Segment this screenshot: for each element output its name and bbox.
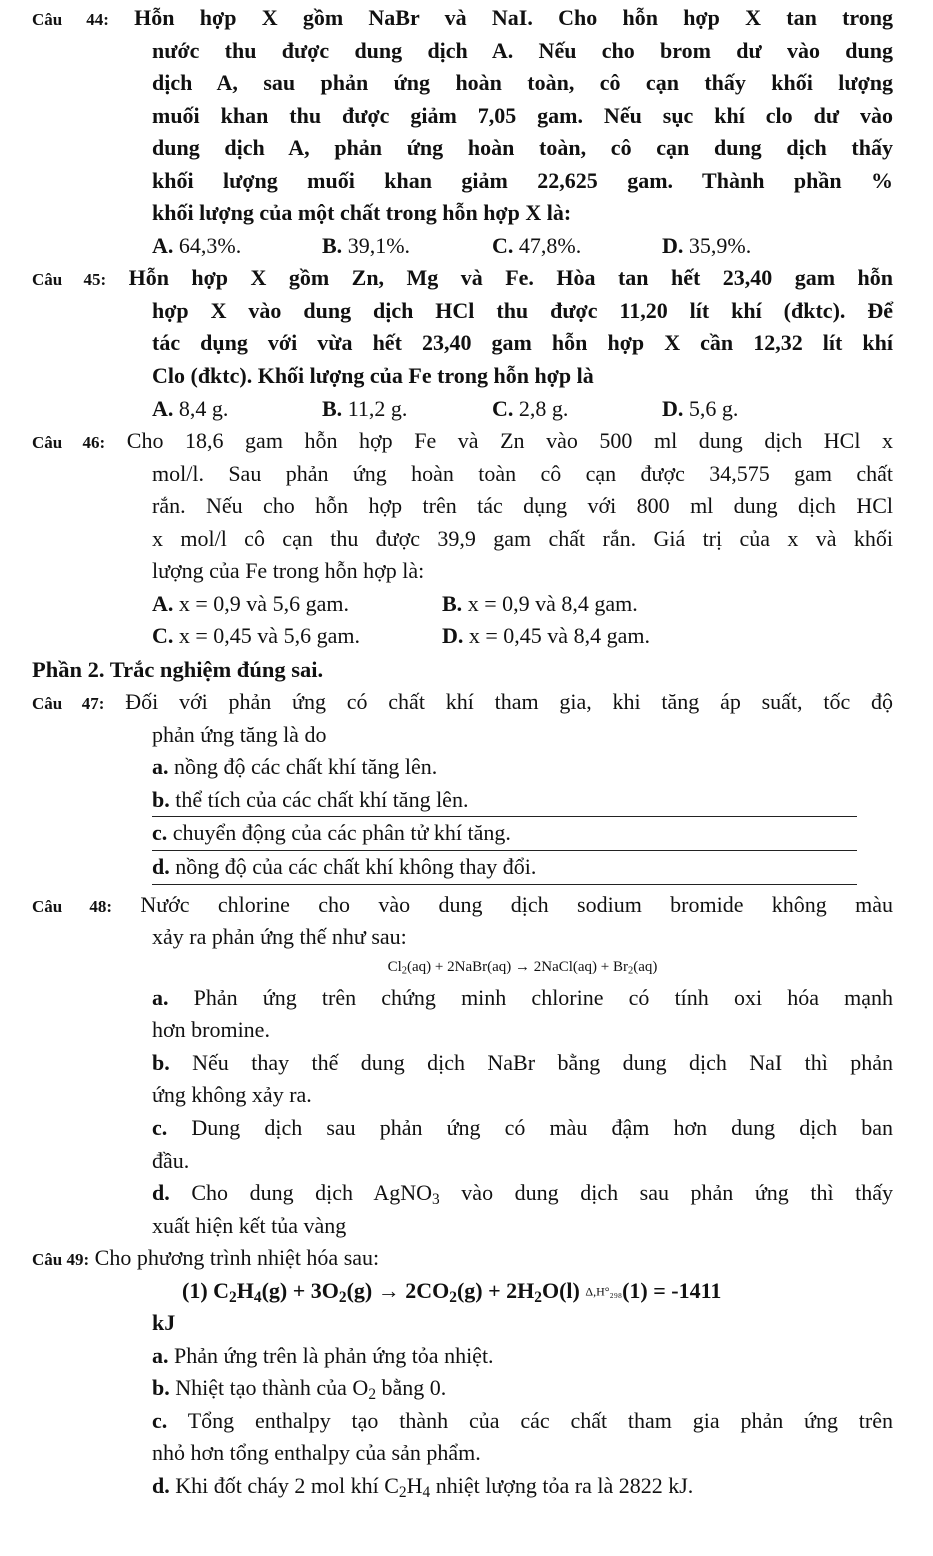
q44-label: Câu 44: (32, 10, 109, 29)
q45-option-b: B. 11,2 g. (322, 395, 408, 421)
q48-item-b-line-0: b. Nếu thay thế dung dịch NaBr bằng dung dịch NaI thì phản (152, 1049, 894, 1075)
q44-line-0: Câu 44: Hỗn hợp X gồm NaBr và NaI. Cho hỗn hợp X tan trong (32, 5, 893, 30)
q48-item-d-line-1: xuất hiện kết tủa vàng (152, 1212, 347, 1238)
question-48 (0, 889, 933, 1243)
q46-line-3: x mol/l cô cạn thu được 39,9 gam chất rắn. Giá trị của x và khối (152, 525, 893, 551)
question-49 (0, 1242, 933, 1502)
q48-item-a-line-1: hơn bromine. (152, 1017, 270, 1043)
q44-option-b: B. 39,1%. (322, 232, 411, 258)
q47-item-c: c. chuyển động của các phân tử khí tăng. (152, 817, 893, 851)
q44-line-4: dung dịch A, phản ứng hoàn toàn, cô cạn dung dịch thấy (152, 135, 893, 161)
q46-options-row1 (152, 588, 893, 621)
q45-line-1: hợp X vào dung dịch HCl thu được 11,20 lít khí (đktc). Để (152, 297, 893, 323)
q48-item-b-line-1: ứng không xảy ra. (152, 1082, 312, 1108)
q48-item-c-line-1: đầu. (152, 1147, 190, 1173)
q46-option-c: C. x = 0,45 và 5,6 gam. (152, 623, 360, 649)
q44-line-1: nước thu được dung dịch A. Nếu cho brom dư vào dung (152, 37, 893, 63)
q45-label: Câu 45: (32, 270, 107, 290)
q45-line-2: tác dụng với vừa hết 23,40 gam hỗn hợp X cần 12,32 lít khí (152, 330, 893, 356)
q44-line-5: khối lượng muối khan giảm 22,625 gam. Thành phần % (152, 167, 893, 193)
q46-label: Câu 46: (32, 433, 106, 453)
q46-line-2: rắn. Nếu cho hỗn hợp trên tác dụng với 800 ml dung dịch HCl (152, 493, 893, 519)
q44-line-3: muối khan thu được giảm 7,05 gam. Nếu sục khí clo dư vào (152, 102, 893, 128)
q45-option-a: A. 8,4 g. (152, 395, 229, 421)
q49-item-c-line-0: c. Tổng enthalpy tạo thành của các chất tham gia phản ứng trên (152, 1407, 893, 1433)
q45-option-d: D. 5,6 g. (662, 395, 739, 421)
q47-label: Câu 47: (32, 694, 105, 714)
q48-label: Câu 48: (32, 896, 112, 916)
q45-options (152, 393, 893, 426)
q47-item-a: a. nồng độ các chất khí tăng lên. (152, 754, 438, 780)
part-2-heading: Phần 2. Trắc nghiệm đúng sai. (32, 656, 324, 682)
q46-line-4: lượng của Fe trong hỗn hợp là: (152, 558, 425, 584)
q46-option-d: D. x = 0,45 và 8,4 gam. (442, 623, 650, 649)
q46-options-row2 (152, 620, 893, 653)
q46-option-b: B. x = 0,9 và 8,4 gam. (442, 590, 638, 616)
q49-item-b: b. Nhiệt tạo thành của $O_2$ bằng 0. (152, 1375, 447, 1404)
q49-equation-unit: kJ (152, 1310, 176, 1336)
q44-line-2: dịch A, sau phản ứng hoàn toàn, cô cạn thấy khối lượng (152, 70, 893, 96)
q49-item-a: a. Phản ứng trên là phản ứng tỏa nhiệt. (152, 1342, 494, 1368)
q45-line-3: Clo (đktc). Khối lượng của Fe trong hỗn hợp là (152, 363, 594, 389)
q48-line-1: xảy ra phản ứng thế như sau: (152, 924, 407, 950)
q45-line-0: Câu 45: Hỗn hợp X gồm Zn, Mg và Fe. Hòa tan hết 23,40 gam hỗn (32, 265, 893, 291)
q47-line-1: phản ứng tăng là do (152, 721, 327, 747)
q47-item-d: d. nồng độ của các chất khí không thay đổi. (152, 851, 893, 885)
question-45 (0, 262, 933, 425)
q44-options (152, 230, 893, 263)
q47-item-b: b. thể tích của các chất khí tăng lên. (152, 784, 893, 818)
question-44 (0, 2, 933, 262)
question-46 (0, 425, 933, 653)
q48-item-a-line-0: a. Phản ứng trên chứng minh chlorine có tính oxi hóa mạnh (152, 984, 893, 1010)
q44-option-c: C. 47,8%. (492, 232, 582, 258)
q47-line-0: Câu 47: Đối với phản ứng có chất khí tham gia, khi tăng áp suất, tốc độ (32, 689, 893, 715)
exam-page (0, 2, 933, 1503)
q46-option-a: A. x = 0,9 và 5,6 gam. (152, 590, 349, 616)
q48-item-d-line-0: d. Cho dung dịch AgNO$_3$ vào dung dịch sau phản ứng thì thấy (152, 1180, 894, 1208)
q49-item-d: d. Khi đốt cháy 2 mol khí $C_2H_4$ nhiệt lượng tỏa ra là 2822 kJ. (152, 1473, 694, 1501)
q48-item-c-line-0: c. Dung dịch sau phản ứng có màu đậm hơn dung dịch ban (152, 1114, 894, 1140)
q45-option-c: C. 2,8 g. (492, 395, 569, 421)
q49-equation: (1) $C_2H_4(g) + 3O_2(g) \to 2CO_2(g) + 2H_2O(l) \Delta,H^\circ_{298}(1) = -1411$ (182, 1277, 722, 1306)
q44-line-6: khối lượng của một chất trong hỗn hợp X là: (152, 200, 572, 226)
q48-line-0: Câu 48: Nước chlorine cho vào dung dịch sodium bromide không màu (32, 891, 893, 917)
q44-option-a: A. 64,3%. (152, 232, 242, 258)
q44-option-d: D. 35,9%. (662, 232, 752, 258)
q46-line-1: mol/l. Sau phản ứng hoàn toàn cô cạn được 34,575 gam chất (152, 460, 893, 486)
q49-item-c-line-1: nhỏ hơn tổng enthalpy của sản phẩm. (152, 1440, 481, 1466)
q49-label: Câu 49: (32, 1250, 90, 1270)
question-47 (0, 686, 933, 884)
q48-equation: $Cl_2(aq)$ + 2NaBr(aq) → 2NaCl(aq) + $Br_2(aq)$ (387, 958, 658, 977)
q49-line-0: Câu 49: Cho phương trình nhiệt hóa sau: (32, 1245, 380, 1271)
q46-line-0: Câu 46: Cho 18,6 gam hỗn hợp Fe và Zn vào 500 ml dung dịch HCl x (32, 428, 893, 454)
